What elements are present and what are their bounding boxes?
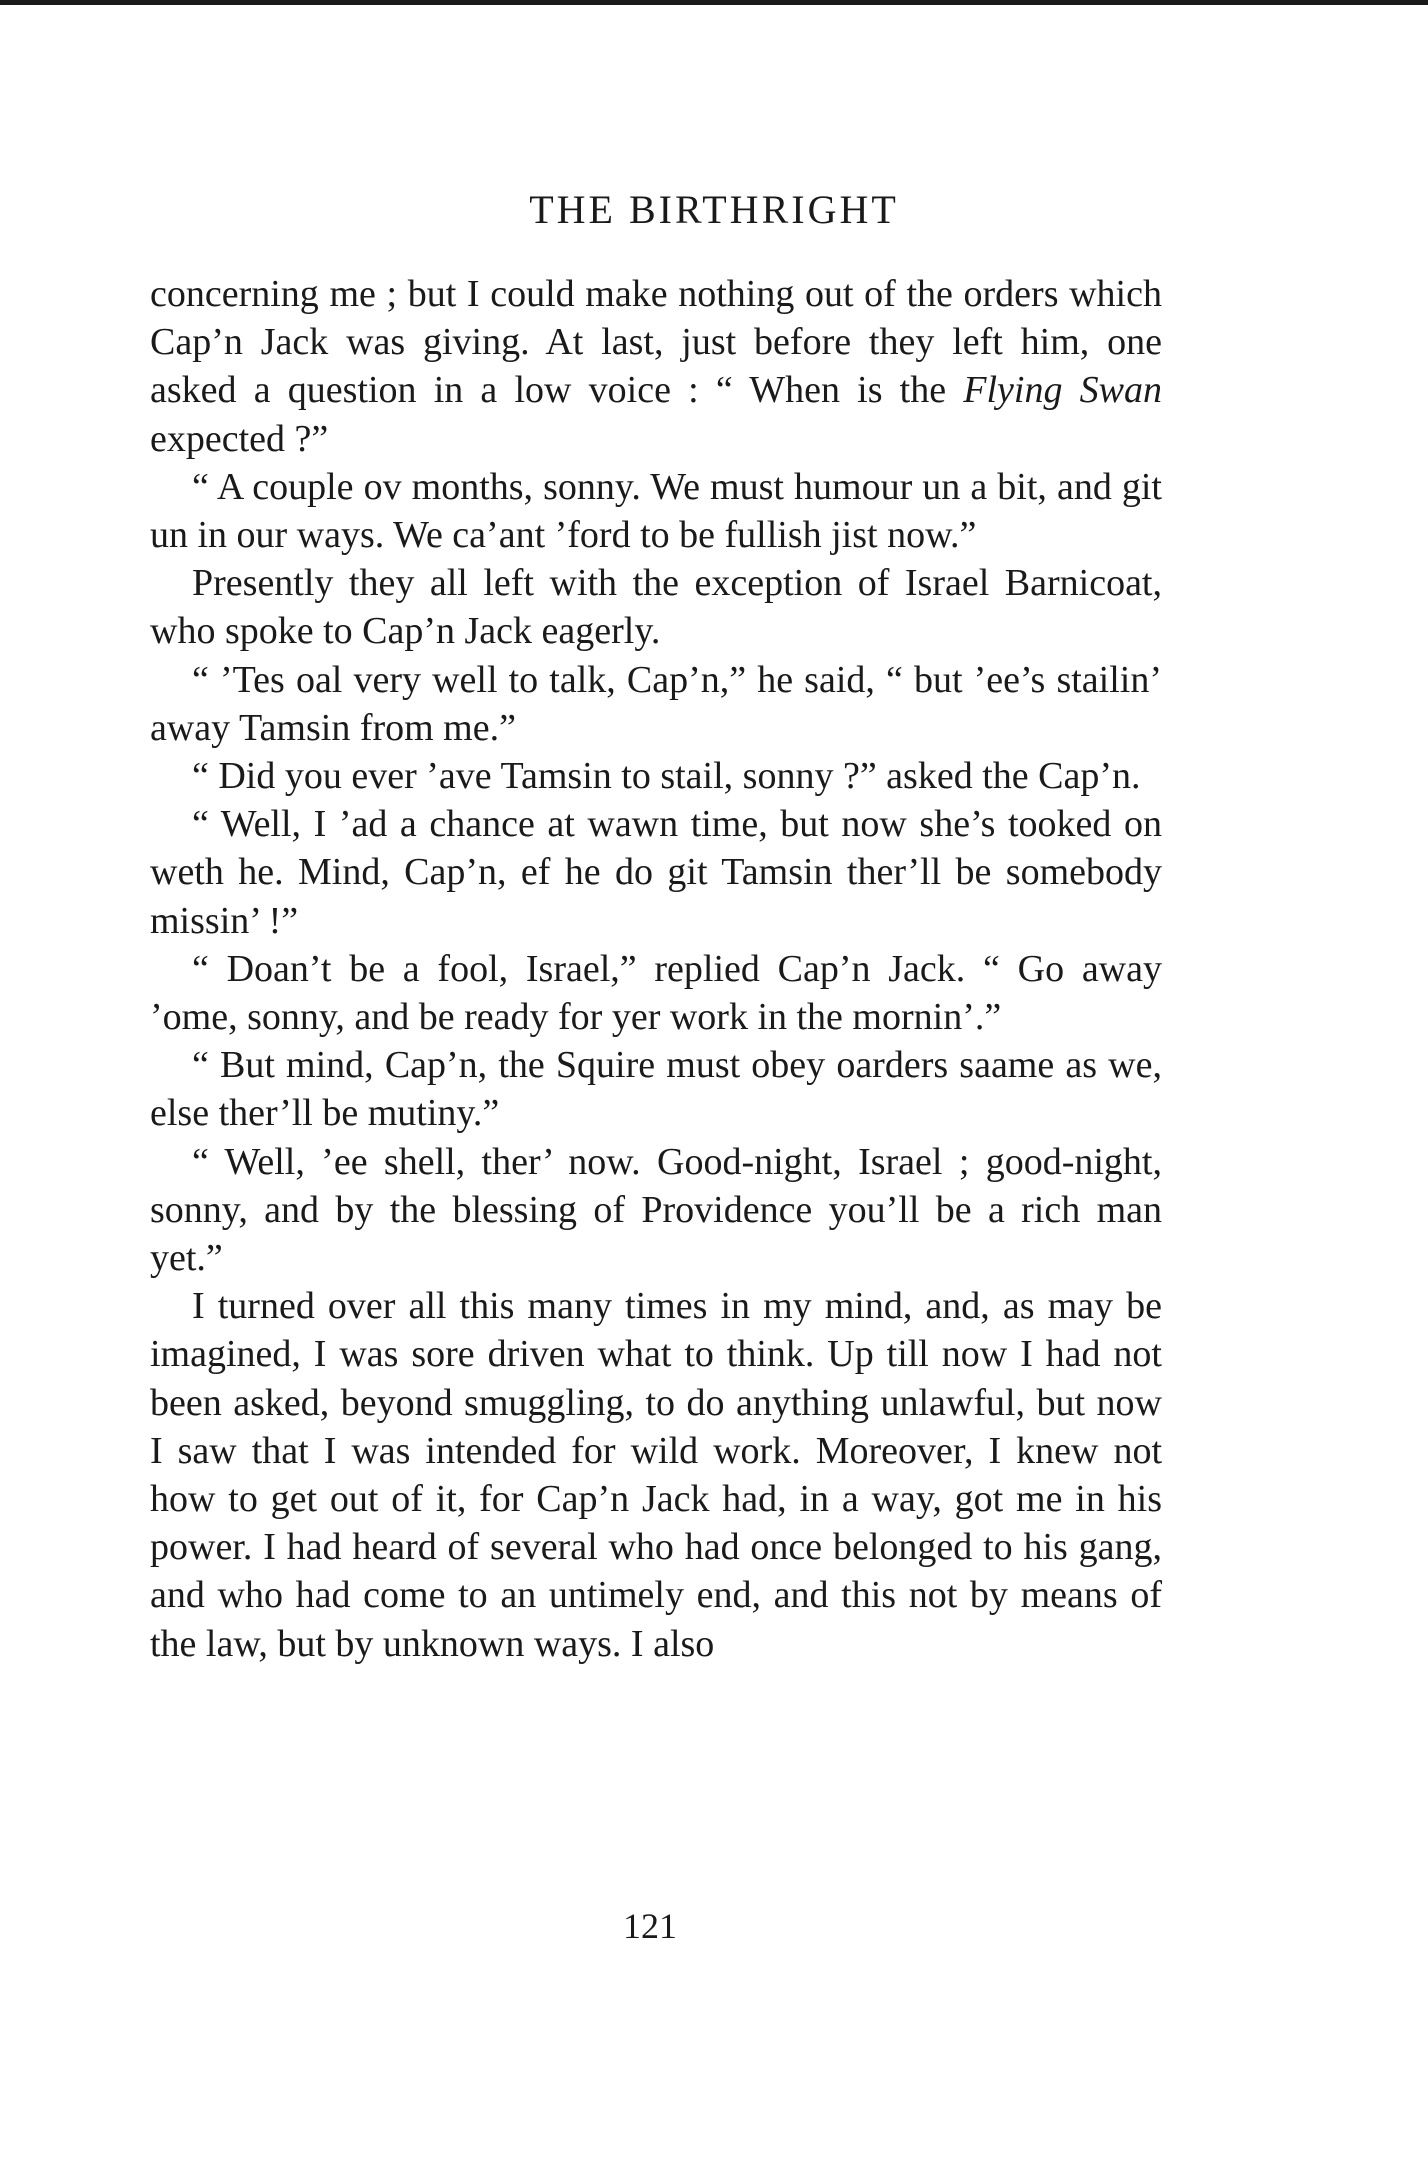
page-number: 121	[623, 1906, 677, 1946]
paragraph: I turned over all this many times in my mind, and, as may be imagined, I was sore driven what to think. Up till now I had not been asked, beyond smuggling, to do anything unlawful, but now I saw that I was intended for wild work. Moreover, I knew not how to get out of it, for Cap’n Jack had, in a way, got me in his power. I had heard of several who had once belonged to his gang, and who had come to an untimely end, and this not by means of the law, but by unknown ways. I also	[150, 1285, 1162, 1665]
paragraph: “ Well, I ’ad a chance at wawn time, but now she’s tooked on weth he. Mind, Cap’n, ef he do git Tamsin ther’ll be somebody missin’ !”	[150, 803, 1162, 942]
top-edge-rule	[0, 0, 1428, 5]
body-text	[150, 270, 1162, 1668]
paragraph: “ Well, ’ee shell, ther’ now. Good-night, Israel ; good-night, sonny, and by the blessing of Providence you’ll be a rich man yet.”	[150, 1140, 1162, 1280]
ship-name-italic: Flying Swan	[963, 369, 1163, 412]
paragraph	[150, 270, 1162, 463]
paragraph: Presently they all left with the exception of Israel Barnicoat, who spoke to Cap’n Jack eagerly.	[150, 562, 1162, 653]
paragraph: “ Did you ever ’ave Tamsin to stail, sonny ?” asked the Cap’n.	[192, 755, 1141, 798]
paragraph: “ Doan’t be a fool, Israel,” replied Cap’n Jack. “ Go away ’ome, sonny, and be ready for yer work in the mornin’.”	[150, 947, 1162, 1039]
running-head: THE BIRTHRIGHT	[529, 187, 899, 232]
paragraph-text: expected ?”	[150, 417, 329, 460]
paragraph-text: concerning me ; but I could make nothing out of the orders which Cap’n Jack was giving. At last, just before they left him, one asked a question in a low voice : “ When is the	[150, 273, 1162, 412]
paragraph: “ A couple ov months, sonny. We must humour un a bit, and git un in our ways. We ca’ant ’ford to be fullish jist now.”	[150, 465, 1162, 557]
paragraph: “ But mind, Cap’n, the Squire must obey oarders saame as we, else ther’ll be mutiny.”	[150, 1044, 1162, 1135]
paragraph: “ ’Tes oal very well to talk, Cap’n,” he said, “ but ’ee’s stailin’ away Tamsin from me.”	[150, 658, 1162, 749]
